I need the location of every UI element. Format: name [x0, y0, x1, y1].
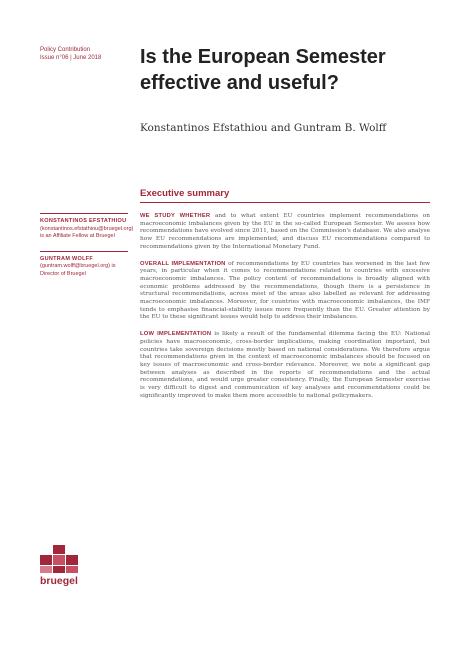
section-heading: Executive summary	[140, 188, 230, 199]
author-sidebar	[40, 213, 134, 289]
logo-wordmark: bruegel	[40, 575, 78, 587]
sidebar-rule	[40, 213, 128, 214]
summary-paragraph	[140, 261, 430, 323]
paragraph-lead: WE STUDY WHETHER	[140, 213, 211, 219]
page-title: Is the European Semester effective and useful?	[140, 46, 386, 94]
logo-mark-icon	[40, 545, 80, 573]
summary-body	[140, 213, 430, 409]
paragraph-text: of recommendations by EU countries has worsened in the last few years, in particular when it comes to recommendations related to countries with excessive macroeconomic imbalances. The policy content of recommendations is broadly aligned with economic problems addressed by the recommendations, though there is a persistence in structural recommendations, across most of the areas also labelled as relevant for addressing macroeconomic imbalances. Moreover, for countries with macroeconomic imbalances, the IMF tends to emphasise financial-stability issues more frequently than the EU. Greater attention by the EU to these significant issues would help to address their imbalances.	[140, 260, 430, 321]
issue-line: Issue n°06 | June 2018	[40, 55, 102, 61]
section-rule	[140, 202, 430, 203]
author-bio-name: GUNTRAM WOLFF	[40, 255, 94, 262]
paragraph-text: is likely a result of the fundamental dilemma facing the EU: National policies have macroeconomic, cross-border implications, making coordination important, but countries take sovereign decisions mostly based on national considerations. We therefore argue that recommendations given in the context of macroeconomic imbalances should be focused on key issues of macroeconomic and cross-border relevance. Moreover, we note a significant gap between analyses as described in the reports of recommendations and the actual recommendations, and would urge greater consistency. Finally, the European Semester exercise is very difficult to digest and communication of key analyses and recommendations could be significantly improved to make them more accessible to national policymakers.	[140, 331, 430, 399]
paragraph-lead: OVERALL IMPLEMENTATION	[140, 260, 226, 267]
paragraph-lead: LOW IMPLEMENTATION	[140, 331, 212, 338]
series-info	[40, 46, 130, 62]
bruegel-logo	[40, 545, 100, 615]
series-line: Policy Contribution	[40, 47, 91, 53]
author-line: Konstantinos Efstathiou and Guntram B. Wolff	[140, 122, 387, 134]
sidebar-rule	[40, 251, 128, 252]
summary-paragraph	[140, 331, 430, 400]
summary-paragraph	[140, 213, 430, 252]
author-bio-name: KONSTANTINOS EFSTATHIOU	[40, 218, 127, 224]
author-bio	[40, 218, 134, 241]
author-bio-text: (guntram.wolff@bruegel.org) is Director of Bruegel	[40, 263, 116, 277]
author-bio-text: (konstantinos.efstathiou@bruegel.org) is an Affiliate Fellow at Bruegel	[40, 225, 134, 240]
author-bio	[40, 256, 128, 279]
paragraph-text: and to what extent EU countries implement recommendations on macroeconomic imbalances given by the EU in the so-called European Semester. We assess how recommendations have evolved since 2011, based on the Commission's database. We also analyse how EU recommendations are implemented, and discuss EU recommendations compared to recommendations given by the International Monetary Fund.	[140, 213, 431, 250]
